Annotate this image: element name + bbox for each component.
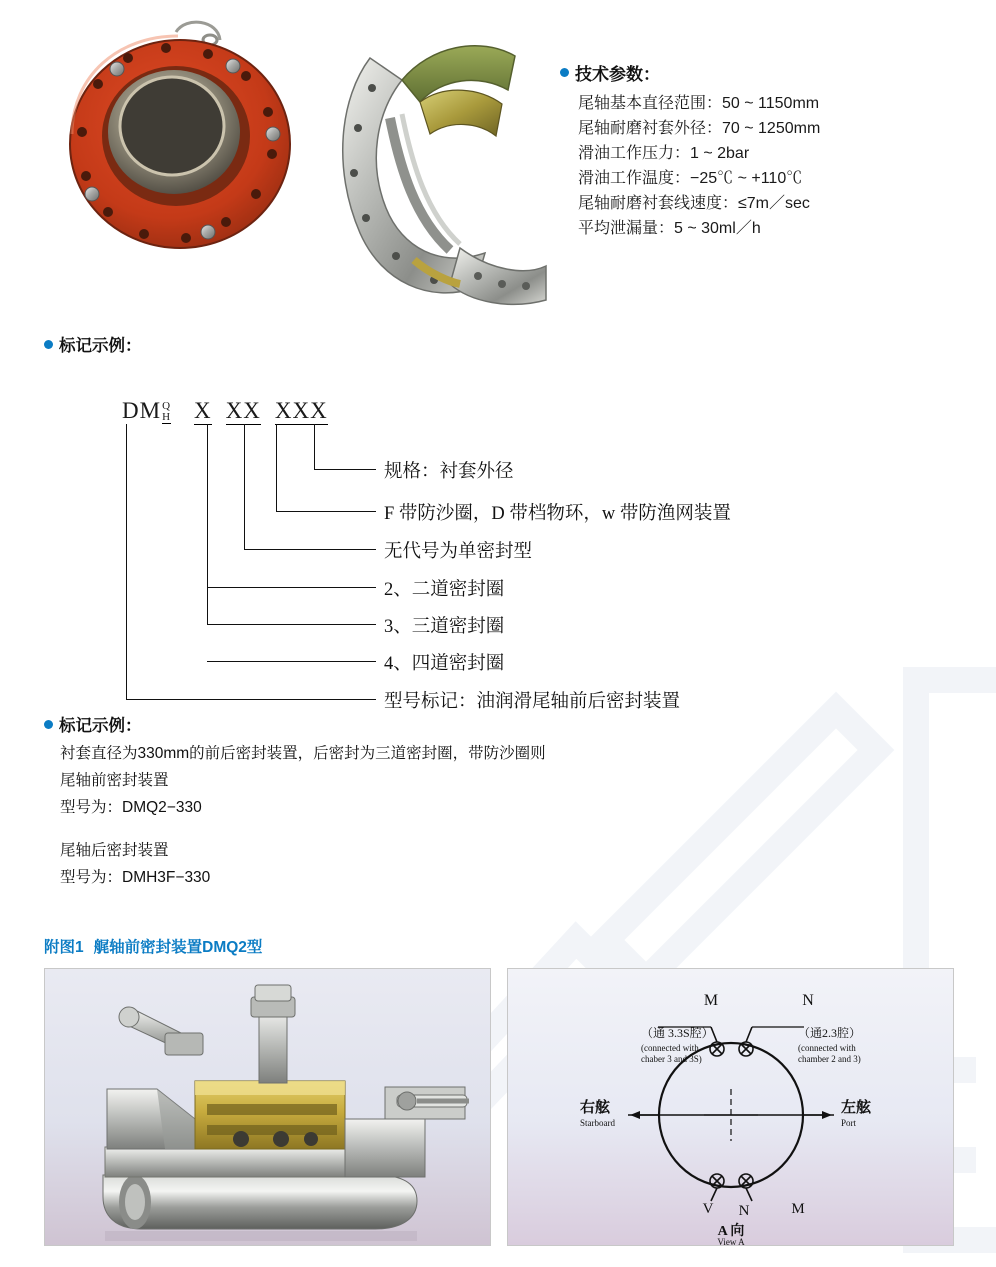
leader-line-1-h	[314, 469, 376, 470]
label-left-note-cn: （通 3.3S腔）	[641, 1026, 714, 1040]
photo-seal-housing-red	[58, 14, 308, 264]
label-starboard-en: Starboard	[580, 1118, 615, 1128]
leader-line-3-h	[244, 549, 376, 550]
label-view-cn: A 向	[717, 1224, 745, 1239]
example-line: 型号为：DMQ2−330	[60, 799, 202, 816]
marking-example-heading-text: 标记示例：	[59, 337, 142, 355]
label-left-note-en1: (connected with	[641, 1043, 699, 1053]
tech-params-list	[560, 91, 980, 241]
list-item: 滑油工作压力：1 ~ 2bar	[578, 145, 750, 162]
code-field-3: XXX	[274, 398, 328, 423]
marking-example-text-section	[44, 712, 974, 893]
marking-example-2-heading-text: 标记示例：	[59, 717, 142, 735]
code-label-two-rings: 2、二道密封圈	[384, 580, 505, 600]
figure-title: 艉轴前密封装置DMQ2型	[93, 939, 263, 956]
leader-line-3	[244, 424, 245, 550]
label-bottom-n: N	[738, 1203, 750, 1219]
spacer	[60, 823, 974, 839]
label-top-m: M	[703, 992, 719, 1009]
code-label-four-rings: 4、四道密封圈	[384, 654, 505, 674]
example-line: 尾轴后密封装置	[60, 842, 169, 859]
list-item: 滑油工作温度：−25℃ ~ +110℃	[578, 170, 803, 187]
figure-row	[44, 968, 954, 1246]
code-label-three-rings: 3、三道密封圈	[384, 617, 505, 637]
label-port-cn: 左舷	[841, 1100, 872, 1116]
figure-view-a-diagram	[507, 968, 954, 1246]
figure-sectional-photo	[44, 968, 491, 1246]
code-sub: H	[162, 411, 172, 424]
code-label-spec: 规格：衬套外径	[384, 462, 514, 482]
leader-line-4-h	[207, 587, 376, 588]
list-item: 平均泄漏量：5 ~ 30ml／h	[578, 220, 761, 237]
bullet-dot-icon	[44, 720, 53, 729]
label-right-note-en1: (connected with	[798, 1043, 856, 1053]
code-sup: Q	[162, 400, 172, 413]
leader-line-7-h	[126, 699, 376, 700]
figure-number: 附图1	[44, 939, 84, 956]
label-bottom-v: V	[702, 1201, 714, 1217]
list-item: 尾轴基本直径范围：50 ~ 1150mm	[578, 95, 820, 112]
marking-example-heading	[44, 332, 974, 356]
leader-line-2-h	[276, 511, 376, 512]
label-right-note-cn: （通2.3腔）	[798, 1026, 862, 1040]
label-port-en: Port	[841, 1118, 857, 1128]
view-a-schematic	[508, 969, 954, 1246]
label-view-en: View A	[717, 1237, 745, 1246]
code-field-1: X	[194, 398, 212, 423]
code-label-model-mark: 型号标记：油润滑尾轴前后密封装置	[384, 692, 681, 712]
leader-line-2	[276, 424, 277, 512]
label-bottom-m: M	[791, 1201, 805, 1217]
leader-line-1	[314, 424, 315, 470]
code-label-single-seal: 无代号为单密封型	[384, 542, 533, 562]
model-code-breakdown	[44, 362, 974, 712]
marking-example-2-heading	[44, 712, 974, 736]
model-code-line	[122, 398, 328, 424]
code-field-2: XX	[225, 398, 261, 423]
example-line: 衬套直径为330mm的前后密封装置，后密封为三道密封圈，带防沙圈则	[60, 745, 546, 762]
example-line: 型号为：DMH3F−330	[60, 869, 211, 886]
label-right-note-en2: chamber 2 and 3)	[798, 1054, 861, 1064]
tech-params-heading	[560, 60, 980, 85]
code-base: DM	[122, 398, 162, 423]
bullet-dot-icon	[560, 68, 569, 77]
list-item: 尾轴耐磨衬套线速度：≤7m／sec	[578, 195, 810, 212]
label-starboard-cn: 右舷	[580, 1100, 611, 1116]
leader-line-4	[207, 424, 208, 624]
marking-example-2-body	[60, 742, 974, 890]
code-sup-sub	[162, 401, 171, 424]
leader-line-7	[126, 424, 127, 700]
leader-line-6-h	[207, 661, 376, 662]
label-left-note-en2: chaber 3 and 3S)	[641, 1054, 702, 1064]
label-top-n: N	[802, 992, 814, 1009]
leader-line-5-h	[207, 624, 376, 625]
sectional-assembly-illustration	[45, 969, 491, 1246]
tech-params-block	[560, 60, 980, 241]
code-label-options: F 带防沙圈，D 带档物环，w 带防渔网装置	[384, 504, 731, 524]
tech-params-heading-text: 技术参数：	[575, 65, 660, 84]
marking-example-diagram-section	[44, 332, 974, 712]
list-item: 尾轴耐磨衬套外径：70 ~ 1250mm	[578, 120, 821, 137]
example-line: 尾轴前密封装置	[60, 772, 169, 789]
figure-caption	[44, 935, 262, 957]
product-photos	[0, 0, 996, 320]
photo-split-seal-ring	[310, 18, 550, 308]
bullet-dot-icon	[44, 340, 53, 349]
